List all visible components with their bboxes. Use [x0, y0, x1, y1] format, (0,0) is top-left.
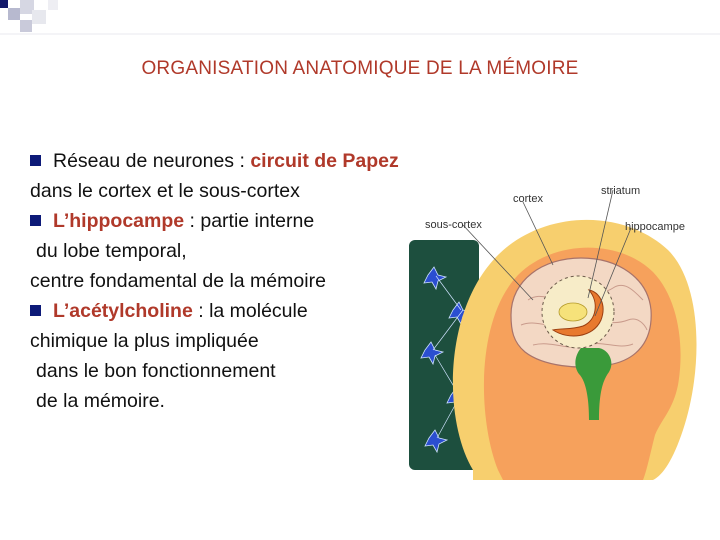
square-bullet-icon: [30, 305, 41, 316]
bullet-2-continuation-1: du lobe temporal,: [36, 240, 187, 262]
bullet-3-continuation-1: chimique la plus impliquée: [30, 330, 259, 352]
bullet-3-continuation-3: de la mémoire.: [36, 390, 165, 412]
corner-decoration: [0, 0, 720, 60]
bullet-3-text: : la molécule: [192, 300, 308, 322]
label-sous-cortex: sous-cortex: [425, 219, 482, 231]
bullet-2-highlight: L’hippocampe: [53, 210, 185, 232]
bullet-2-text: : partie interne: [184, 210, 315, 232]
bullet-2-continuation-2: centre fondamental de la mémoire: [30, 270, 326, 292]
bullet-3-highlight: L’acétylcholine: [53, 300, 193, 322]
label-cortex: cortex: [513, 193, 543, 205]
bullet-1-continuation: dans le cortex et le sous-cortex: [30, 180, 300, 202]
square-bullet-icon: [30, 215, 41, 226]
label-hippocampe: hippocampe: [625, 221, 685, 233]
bullet-1-highlight: circuit de Papez: [250, 150, 399, 172]
label-striatum: striatum: [601, 185, 641, 197]
bullet-1: [30, 146, 510, 176]
slide-title: ORGANISATION ANATOMIQUE DE LA MÉMOIRE: [141, 58, 579, 79]
bullet-1-text: Réseau de neurones :: [53, 150, 251, 172]
striatum-core: [559, 303, 587, 321]
bullet-3-continuation-2: dans le bon fonctionnement: [36, 360, 276, 382]
brain-anatomy-illustration: [403, 180, 703, 480]
square-bullet-icon: [30, 155, 41, 166]
